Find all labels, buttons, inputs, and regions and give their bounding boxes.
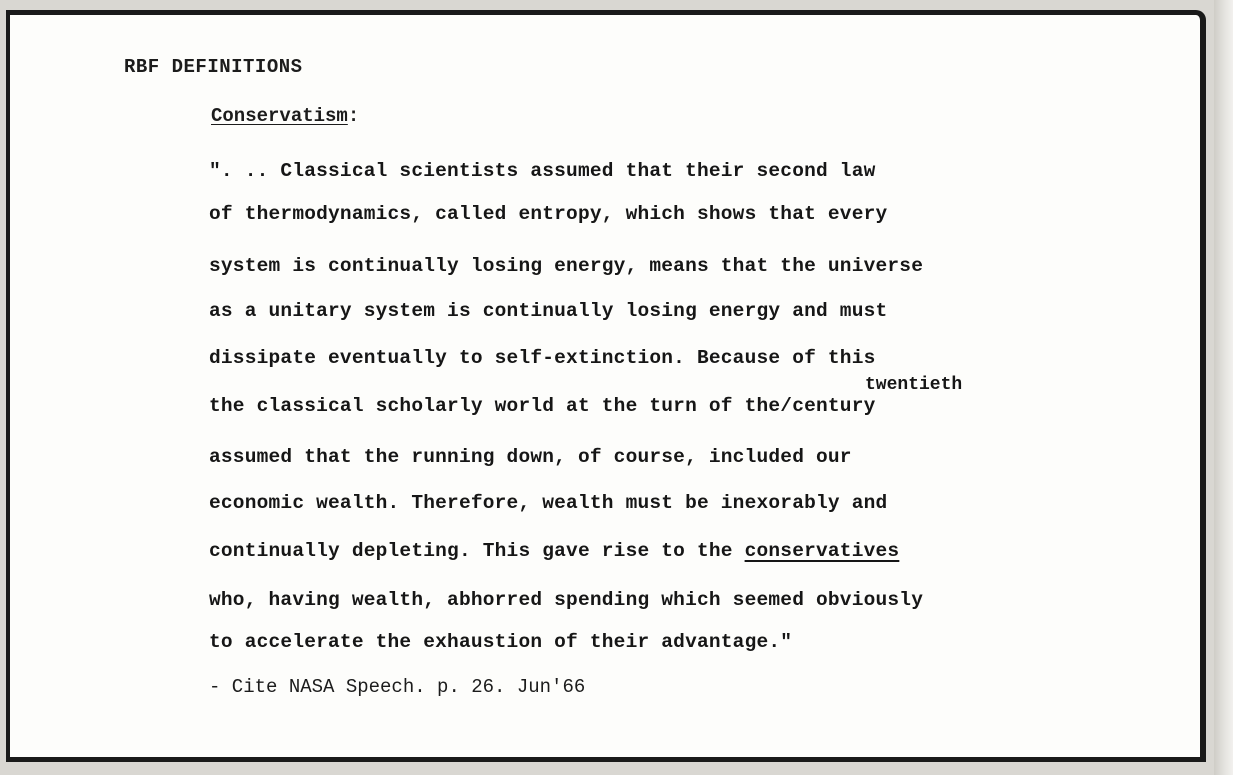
quote-line: the classical scholarly world at the turn of the/century xyxy=(209,395,876,417)
document-heading: RBF DEFINITIONS xyxy=(124,56,303,78)
quote-line: of thermodynamics, called entropy, which shows that every xyxy=(209,203,888,225)
quote-line: who, having wealth, abhorred spending which seemed obviously xyxy=(209,589,924,611)
handwritten-insertion: twentieth xyxy=(865,375,963,395)
quote-line: to accelerate the exhaustion of their advantage." xyxy=(209,631,793,653)
quote-line: system is continually losing energy, means that the universe xyxy=(209,255,924,277)
quote-line: economic wealth. Therefore, wealth must be inexorably and xyxy=(209,492,888,514)
underlined-term: conservatives xyxy=(744,540,900,562)
term-label: Conservatism xyxy=(211,105,348,127)
quote-line: assumed that the running down, of course, included our xyxy=(209,446,852,468)
page-edge-margin xyxy=(1214,0,1233,775)
quote-line-text: continually depleting. This gave rise to the xyxy=(209,540,745,562)
term-heading xyxy=(211,105,359,127)
quote-line: dissipate eventually to self-extinction. Because of this xyxy=(209,347,876,369)
quote-line xyxy=(209,540,899,562)
quote-line: ". .. Classical scientists assumed that their second law xyxy=(209,160,876,182)
citation: - Cite NASA Speech. p. 26. Jun'66 xyxy=(209,676,586,698)
quote-line: as a unitary system is continually losing energy and must xyxy=(209,300,888,322)
term-colon: : xyxy=(347,105,360,127)
